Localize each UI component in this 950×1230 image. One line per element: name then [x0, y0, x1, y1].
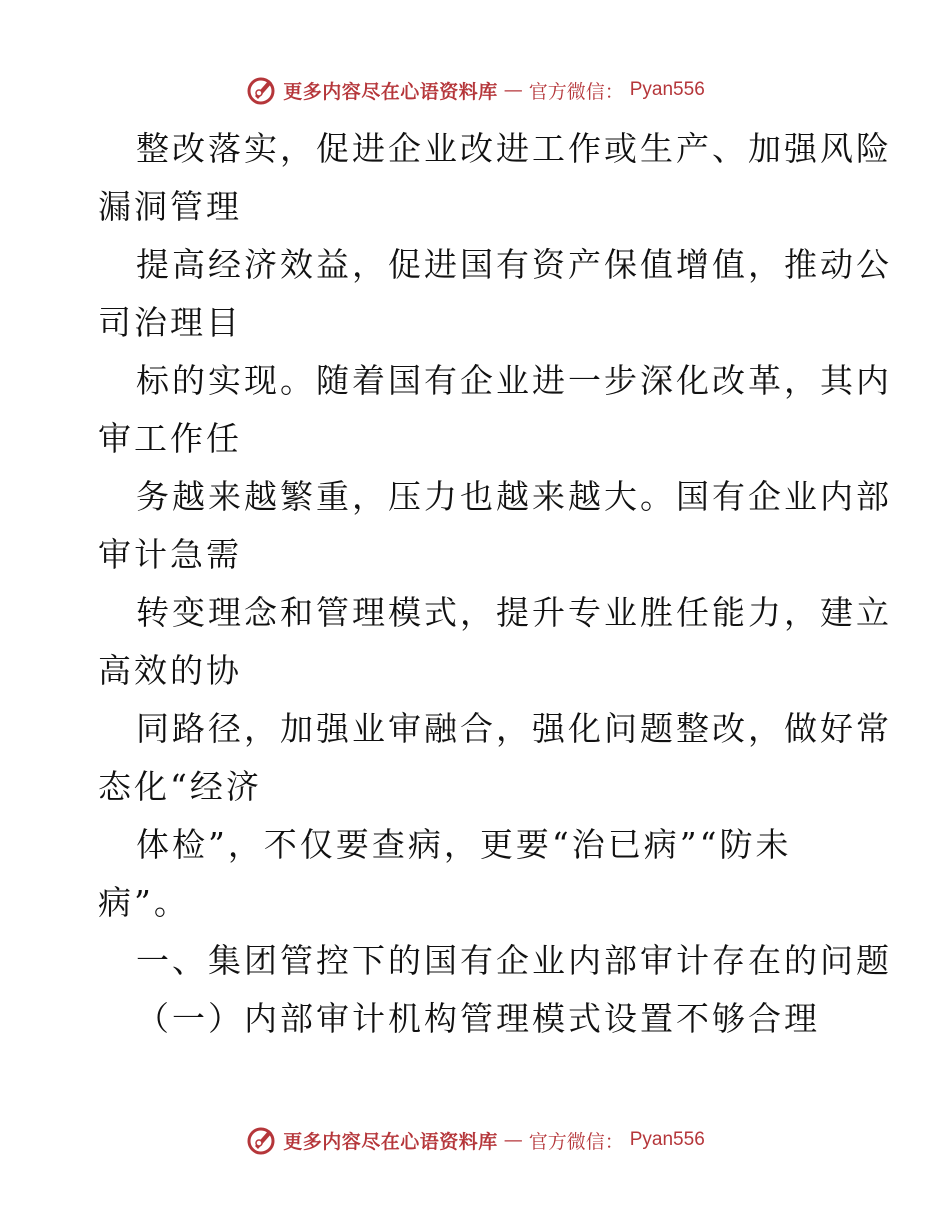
- paragraph-line: 体检”，不仅要查病，更要“治已病”“防未: [136, 825, 792, 864]
- paragraph-line: 转变理念和管理模式，提升专业胜任能力，建立: [136, 593, 892, 632]
- paragraph-line: 同路径，加强业审融合，强化问题整改，做好常: [136, 709, 892, 748]
- paragraph-line: 病”。: [98, 883, 190, 922]
- watermark-wechat-id: Pyan556: [629, 79, 705, 100]
- watermark-wechat-label: 官方微信：: [528, 1130, 624, 1153]
- watermark-site-text: 更多内容尽在心语资料库: [283, 80, 498, 103]
- paragraph-line: 务越来越繁重，压力也越来越大。国有企业内部: [136, 477, 892, 516]
- paragraph-line: 审工作任: [98, 419, 242, 458]
- watermark-site-text: 更多内容尽在心语资料库: [283, 1130, 498, 1153]
- paragraph-line: 司治理目: [98, 303, 242, 342]
- paragraph-line: 态化“经济: [98, 767, 262, 806]
- watermark-wechat-label: 官方微信：: [528, 80, 624, 103]
- paragraph-line: 整改落实，促进企业改进工作或生产、加强风险: [136, 129, 892, 168]
- section-heading: 一、集团管控下的国有企业内部审计存在的问题: [136, 941, 892, 980]
- paragraph-line: 审计急需: [98, 535, 242, 574]
- quill-logo-icon: [245, 74, 277, 106]
- quill-logo-icon: [245, 1124, 277, 1156]
- paragraph-line: 提高经济效益，促进国有资产保值增值，推动公: [136, 245, 892, 284]
- subsection-heading: （一）内部审计机构管理模式设置不够合理: [136, 999, 820, 1038]
- paragraph-line: 漏洞管理: [98, 187, 242, 226]
- paragraph-line: 高效的协: [98, 651, 242, 690]
- watermark-dash: —: [503, 1129, 523, 1151]
- document-body: [98, 120, 892, 1048]
- watermark-dash: —: [503, 79, 523, 101]
- footer-watermark: [0, 1120, 950, 1160]
- watermark-wechat-id: Pyan556: [629, 1129, 705, 1150]
- paragraph-line: 标的实现。随着国有企业进一步深化改革，其内: [136, 361, 892, 400]
- header-watermark: [0, 70, 950, 110]
